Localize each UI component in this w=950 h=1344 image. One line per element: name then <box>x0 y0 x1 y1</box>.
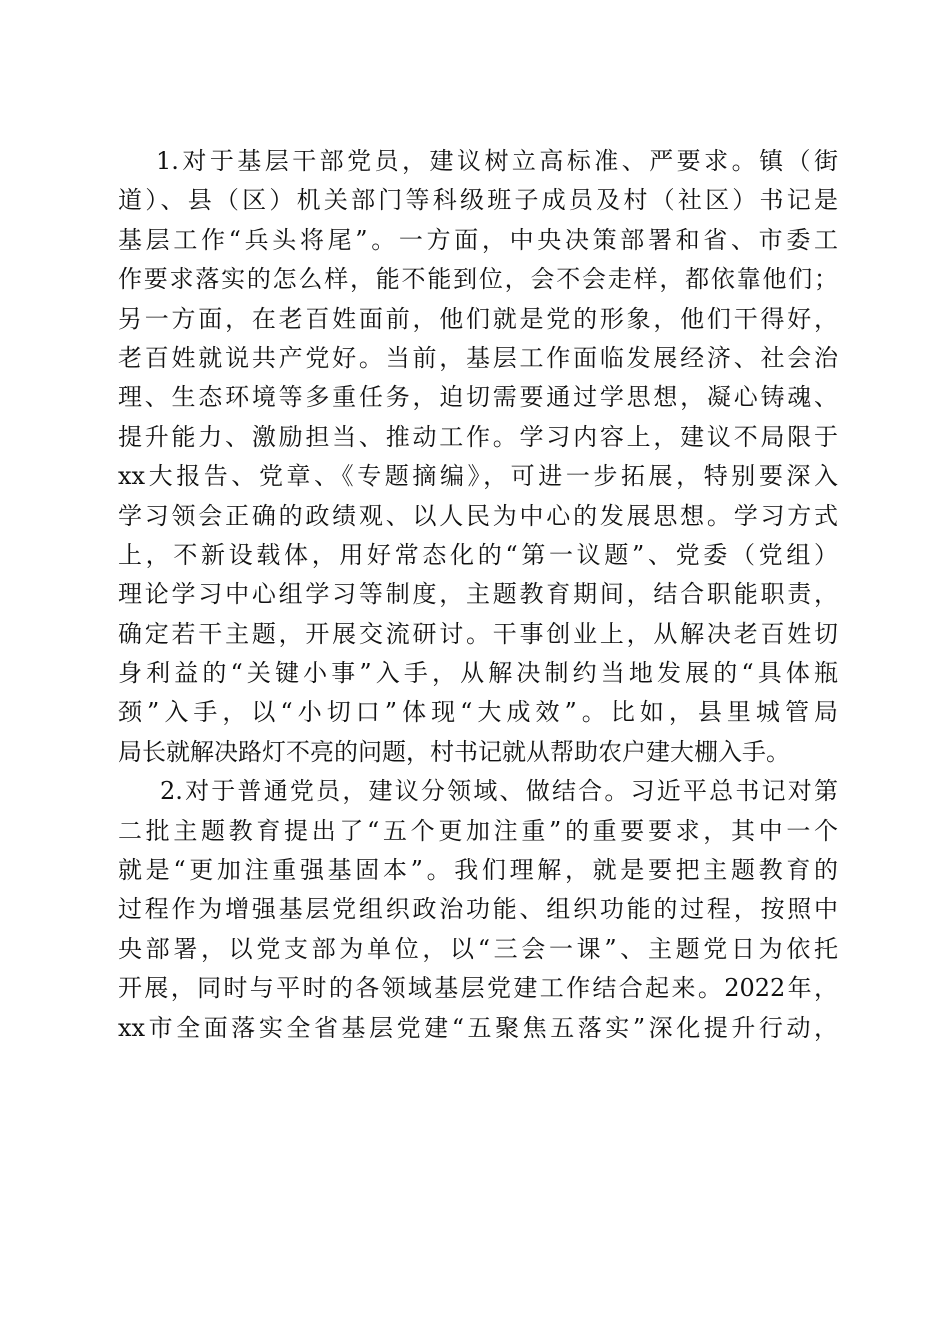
paragraph-line: xx市全面落实全省基层党建“五聚焦五落实”深化提升行动， <box>118 1013 838 1042</box>
paragraph-line: 局长就解决路灯不亮的问题，村书记就从帮助农户建大棚入手。 <box>118 737 790 766</box>
paragraph-line: 二批主题教育提出了“五个更加注重”的重要要求，其中一个 <box>118 816 838 845</box>
paragraph-line: 道）、县（区）机关部门等科级班子成员及村（社区）书记是 <box>118 186 838 215</box>
paragraph-line: 开展，同时与平时的各领域基层党建工作结合起来。2022年， <box>118 974 838 1003</box>
paragraph-line: 上，不新设载体，用好常态化的“第一议题”、党委（党组） <box>118 540 838 569</box>
paragraph-line: 央部署，以党支部为单位，以“三会一课”、主题党日为依托 <box>118 934 838 963</box>
paragraph-line: 过程作为增强基层党组织政治功能、组织功能的过程，按照中 <box>118 895 838 924</box>
paragraph-line: 基层工作“兵头将尾”。一方面，中央决策部署和省、市委工 <box>118 225 838 254</box>
paragraph-line: 另一方面，在老百姓面前，他们就是党的形象，他们干得好， <box>118 304 838 333</box>
paragraph-1 <box>118 142 838 772</box>
paragraph-line: 确定若干主题，开展交流研讨。干事创业上，从解决老百姓切 <box>118 619 838 648</box>
document-body <box>118 142 838 1048</box>
paragraph-line: 提升能力、激励担当、推动工作。学习内容上，建议不局限于 <box>118 422 838 451</box>
paragraph-line: 理论学习中心组学习等制度，主题教育期间，结合职能职责， <box>118 580 838 609</box>
paragraph-line: 理、生态环境等多重任务，迫切需要通过学思想，凝心铸魂、 <box>118 383 838 412</box>
paragraph-line: 颈”入手，以“小切口”体现“大成效”。比如，县里城管局 <box>118 698 838 727</box>
paragraph-line: 就是“更加注重强基固本”。我们理解，就是要把主题教育的 <box>118 856 838 885</box>
paragraph-line: 作要求落实的怎么样，能不能到位，会不会走样，都依靠他们； <box>118 265 838 294</box>
paragraph-line: xx大报告、党章、《专题摘编》，可进一步拓展，特别要深入 <box>118 462 838 491</box>
paragraph-line: 学习领会正确的政绩观、以人民为中心的发展思想。学习方式 <box>118 501 838 530</box>
paragraph-line: 身利益的“关键小事”入手，从解决制约当地发展的“具体瓶 <box>118 659 838 688</box>
paragraph-line: 1.对于基层干部党员，建议树立高标准、严要求。镇（街 <box>156 147 838 175</box>
paragraph-2 <box>118 772 838 1048</box>
paragraph-line: 老百姓就说共产党好。当前，基层工作面临发展经济、社会治 <box>118 343 838 372</box>
paragraph-line: 2.对于普通党员，建议分领域、做结合。习近平总书记对第 <box>160 777 838 806</box>
